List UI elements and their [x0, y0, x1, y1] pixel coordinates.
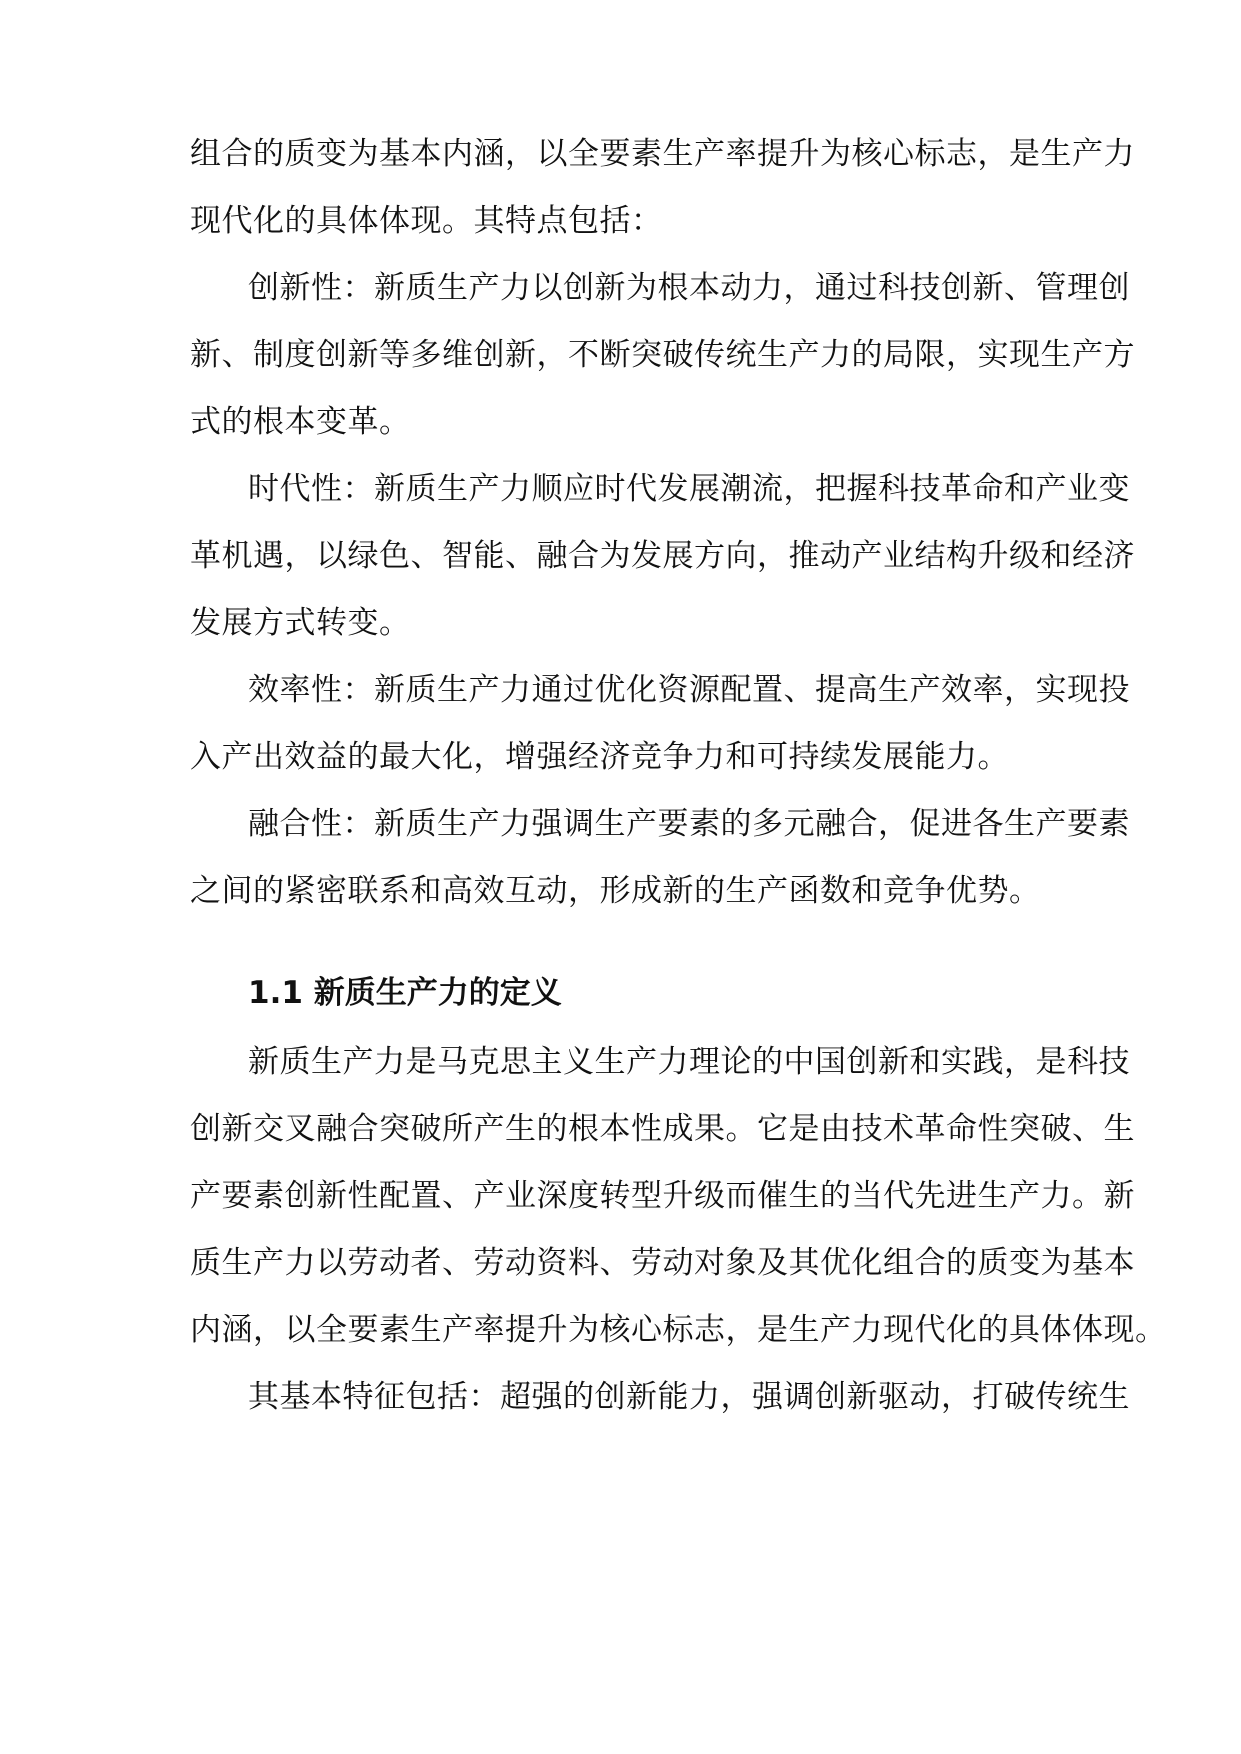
definition-line: 新质生产力是马克思主义生产力理论的中国创新和实践，是科技: [248, 1044, 1130, 1080]
characteristics-line: 其基本特征包括：超强的创新能力，强调创新驱动，打破传统生: [248, 1379, 1130, 1415]
definition-line: 产要素创新性配置、产业深度转型升级而催生的当代先进生产力。新: [190, 1178, 1135, 1214]
feature-timeliness-line: 革机遇，以绿色、智能、融合为发展方向，推动产业结构升级和经济: [190, 538, 1135, 574]
definition-line: 内涵，以全要素生产率提升为核心标志，是生产力现代化的具体体现。: [190, 1312, 1167, 1348]
feature-innovation-line: 式的根本变革。: [190, 404, 411, 440]
feature-integration-line: 之间的紧密联系和高效互动，形成新的生产函数和竞争优势。: [190, 873, 1041, 909]
definition-line: 创新交叉融合突破所产生的根本性成果。它是由技术革命性突破、生: [190, 1111, 1135, 1147]
feature-timeliness-line: 发展方式转变。: [190, 605, 411, 641]
definition-line: 质生产力以劳动者、劳动资料、劳动对象及其优化组合的质变为基本: [190, 1245, 1135, 1281]
feature-innovation-line: 新、制度创新等多维创新，不断突破传统生产力的局限，实现生产方: [190, 337, 1135, 373]
feature-timeliness-line: 时代性：新质生产力顺应时代发展潮流，把握科技革命和产业变: [248, 471, 1130, 507]
feature-innovation-line: 创新性：新质生产力以创新为根本动力，通过科技创新、管理创: [248, 270, 1130, 306]
feature-integration-line: 融合性：新质生产力强调生产要素的多元融合，促进各生产要素: [248, 806, 1130, 842]
body-text-line: 现代化的具体体现。其特点包括：: [190, 203, 663, 239]
feature-efficiency-line: 入产出效益的最大化，增强经济竞争力和可持续发展能力。: [190, 739, 1009, 775]
section-heading: 1.1 新质生产力的定义: [248, 975, 562, 1011]
body-text-line: 组合的质变为基本内涵，以全要素生产率提升为核心标志，是生产力: [190, 136, 1135, 172]
feature-efficiency-line: 效率性：新质生产力通过优化资源配置、提高生产效率，实现投: [248, 672, 1130, 708]
